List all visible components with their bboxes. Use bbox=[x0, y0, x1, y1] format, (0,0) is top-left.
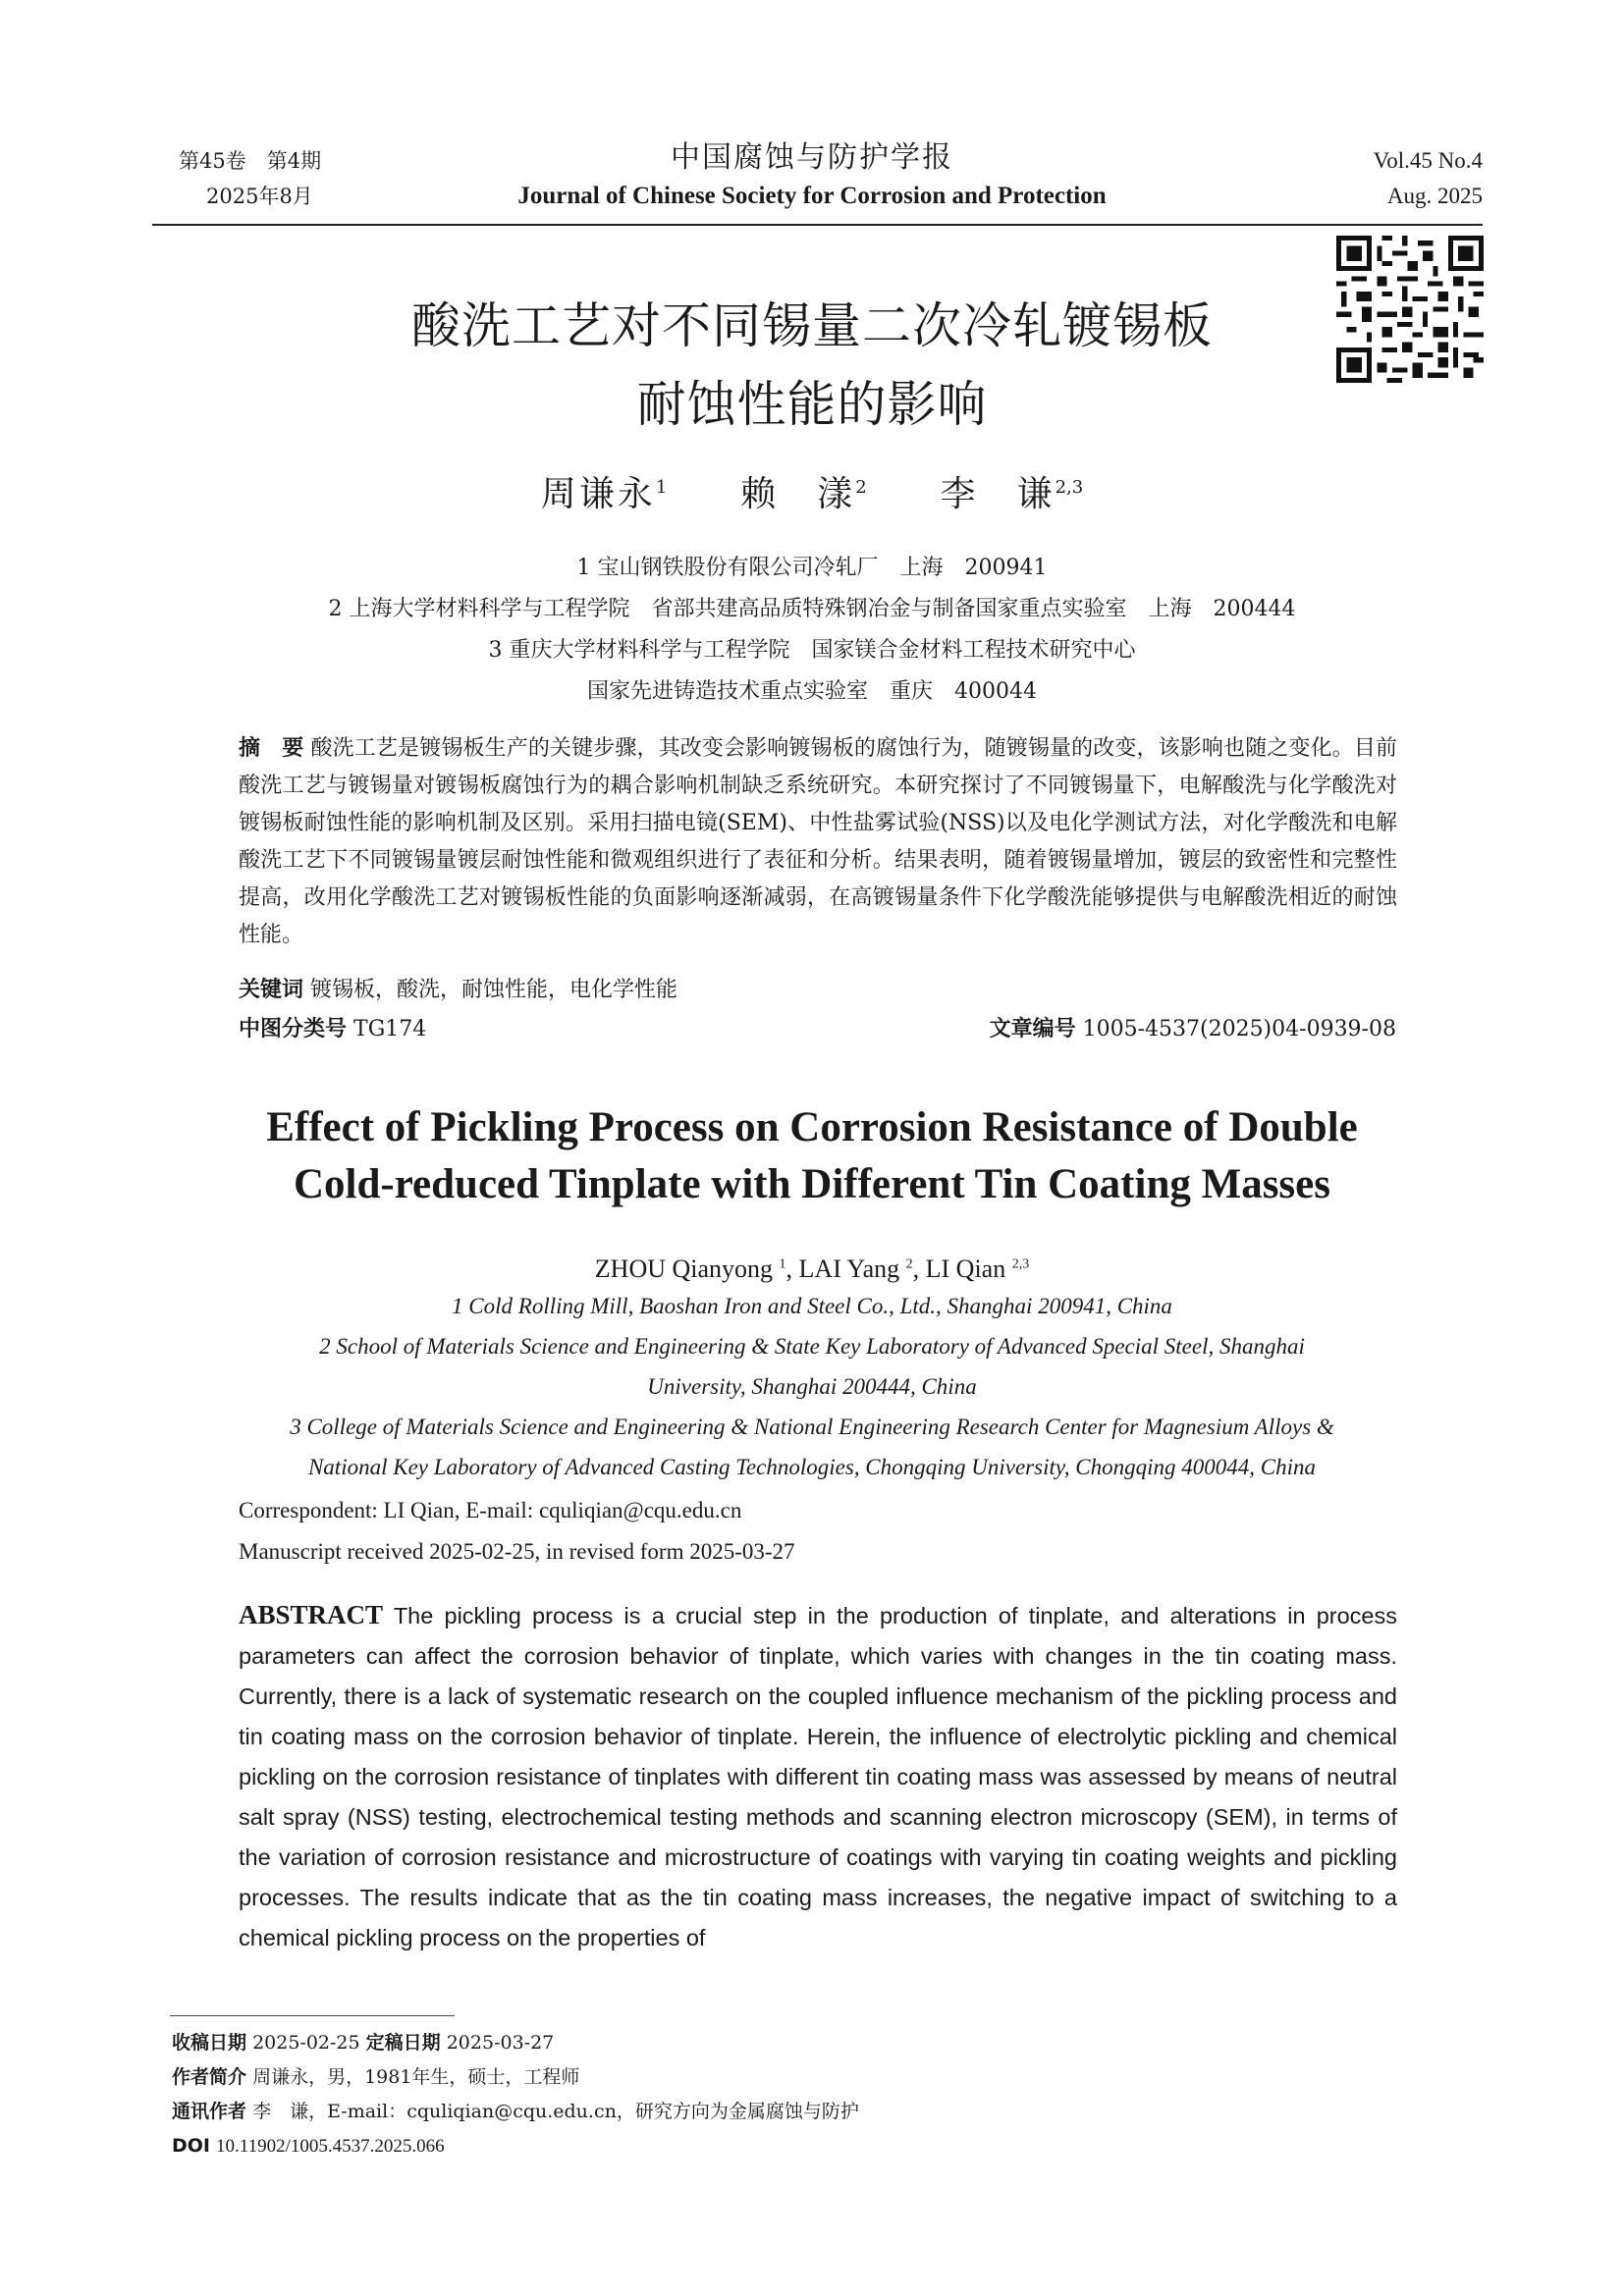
header-rule bbox=[152, 224, 1483, 226]
qr-code-icon[interactable] bbox=[1336, 236, 1484, 383]
header-left bbox=[179, 143, 414, 214]
article-title-en bbox=[196, 1099, 1428, 1213]
class-label: 中图分类号 bbox=[239, 1017, 348, 1041]
affiliation-en: 3 College of Materials Science and Engineering & National Engineering Research Center for Magnesium Alloys & bbox=[290, 1415, 1334, 1439]
authors-en bbox=[196, 1245, 1428, 1289]
keywords-cn-label: 关键词 bbox=[239, 978, 304, 1002]
footnote-doi: DOI 10.11902/1005.4537.2025.066 bbox=[172, 2135, 445, 2157]
header-date-en: Aug. 2025 bbox=[1386, 184, 1483, 208]
title-en-line1: Effect of Pickling Process on Corrosion Resistance of Double bbox=[266, 1104, 1358, 1150]
footnotes bbox=[172, 2026, 1448, 2163]
affiliations-cn bbox=[196, 548, 1428, 713]
footnote-rule bbox=[170, 2015, 455, 2016]
article-number bbox=[990, 1011, 1396, 1048]
affiliation-en: 2 School of Materials Science and Engineering & State Key Laboratory of Advanced Special Steel, Shanghai bbox=[319, 1334, 1305, 1359]
header-center bbox=[412, 137, 1212, 214]
header-date-cn: 2025年8月 bbox=[206, 185, 313, 208]
author-en: ZHOU Qianyong $^1$, bbox=[594, 1254, 799, 1283]
title-cn-line2: 耐蚀性能的影响 bbox=[636, 376, 988, 433]
authors-cn bbox=[295, 463, 1329, 519]
affiliations-en bbox=[196, 1286, 1428, 1487]
abstract-cn bbox=[239, 730, 1397, 954]
abstract-en bbox=[239, 1595, 1397, 1958]
author-cn: 周谦永$^1$ bbox=[540, 474, 668, 514]
footnote-corresponding-author: 通讯作者 李 谦，E-mail：cquliqian@cqu.edu.cn，研究方向为金属腐蚀与防护 bbox=[172, 2101, 859, 2122]
affiliation-cn: 国家先进铸造技术重点实验室 重庆 400044 bbox=[587, 679, 1037, 704]
affiliation-en: University, Shanghai 200444, China bbox=[647, 1374, 977, 1399]
title-en-line2: Cold-reduced Tinplate with Different Tin Coating Masses bbox=[294, 1161, 1330, 1207]
header-volume-cn: 第45卷 第4期 bbox=[179, 149, 322, 173]
author-cn: 李 谦$^{2,3}$ bbox=[940, 474, 1084, 514]
keywords-cn-text: 镀锡板，酸洗，耐蚀性能，电化学性能 bbox=[310, 978, 678, 1002]
manuscript-dates: Manuscript received 2025-02-25, in revised form 2025-03-27 bbox=[239, 1539, 795, 1564]
article-number-label: 文章编号 bbox=[989, 1017, 1076, 1041]
journal-title-cn: 中国腐蚀与防护学报 bbox=[671, 140, 953, 175]
affiliation-en: National Key Laboratory of Advanced Casting Technologies, Chongqing University, Chongqing 400044, China bbox=[307, 1455, 1317, 1479]
header-right bbox=[1247, 143, 1483, 214]
affiliation-en: 1 Cold Rolling Mill, Baoshan Iron and Steel Co., Ltd., Shanghai 200941, China bbox=[452, 1294, 1172, 1318]
article-number-value: 1005-4537(2025)04-0939-08 bbox=[1082, 1017, 1396, 1041]
affiliation-cn: 1 宝山钢铁股份有限公司冷轧厂 上海 200941 bbox=[576, 556, 1048, 580]
abstract-cn-text: 酸洗工艺是镀锡板生产的关键步骤，其改变会影响镀锡板的腐蚀行为，随镀锡量的改变，该影响也随之变化。目前酸洗工艺与镀锡量对镀锡板腐蚀行为的耦合影响机制缺乏系统研究。本研究探讨了不同镀锡量下，电解酸洗与化学酸洗对镀锡板耐蚀性能的影响机制及区别。采用扫描电镜(SEM)、中性盐雾试验(NSS)以及电化学测试方法，对化学酸洗和电解酸洗工艺下不同镀锡量镀层耐蚀性能和微观组织进行了表征和分析。结果表明，随着镀锡量增加，镀层的致密性和完整性提高，改用化学酸洗工艺对镀锡板性能的负面影响逐渐减弱，在高镀锡量条件下化学酸洗能够提供与电解酸洗相近的耐蚀性能。 bbox=[239, 736, 1397, 947]
affiliation-cn: 3 重庆大学材料科学与工程学院 国家镁合金材料工程技术研究中心 bbox=[488, 638, 1136, 663]
abstract-cn-label: 摘 要 bbox=[239, 736, 304, 761]
abstract-en-label: ABSTRACT bbox=[239, 1600, 384, 1629]
title-cn-line1: 酸洗工艺对不同锡量二次冷轧镀锡板 bbox=[411, 297, 1213, 354]
author-en: LAI Yang $^2$, bbox=[798, 1254, 926, 1283]
class-value: TG174 bbox=[353, 1017, 427, 1041]
author-en: LI Qian $^{2,3}$ bbox=[925, 1254, 1030, 1283]
header-volume-en: Vol.45 No.4 bbox=[1373, 148, 1483, 173]
footnote-received: 收稿日期 2025-02-25 定稿日期 2025-03-27 bbox=[172, 2032, 555, 2054]
affiliation-cn: 2 上海大学材料科学与工程学院 省部共建高品质特殊钢冶金与制备国家重点实验室 上海 200444 bbox=[328, 597, 1296, 621]
correspondent: Correspondent: LI Qian, E-mail: cquliqian@cqu.edu.cn bbox=[239, 1498, 742, 1522]
footnote-author-bio: 作者简介 周谦永，男，1981年生，硕士，工程师 bbox=[172, 2066, 580, 2088]
keywords-cn bbox=[239, 972, 1397, 1009]
correspondence-info bbox=[239, 1490, 1397, 1573]
article-title-cn bbox=[295, 287, 1329, 444]
journal-title-en: Journal of Chinese Society for Corrosion and Protection bbox=[517, 183, 1107, 209]
classification-number bbox=[239, 1011, 426, 1048]
author-cn: 赖 漾$^2$ bbox=[740, 474, 867, 514]
abstract-en-text: The pickling process is a crucial step in the production of tinplate, and alterations in process parameters can affect the corrosion behavior of tinplate, which varies with changes in the tin coating mass. Currently, there is a lack of systematic research on the coupled influence mechanism of the pickling process and tin coating mass on the corrosion behavior of tinplate. Herein, the influence of electrolytic pickling and chemical pickling on the corrosion resistance of tinplates with different tin coating mass was assessed by means of neutral salt spray (NSS) testing, electrochemical testing methods and scanning electron microscopy (SEM), in terms of the variation of corrosion resistance and microstructure of coatings with varying tin coating weights and pickling processes. The results indicate that as the tin coating mass increases, the negative impact of switching to a chemical pickling process on the properties of bbox=[239, 1603, 1397, 1950]
